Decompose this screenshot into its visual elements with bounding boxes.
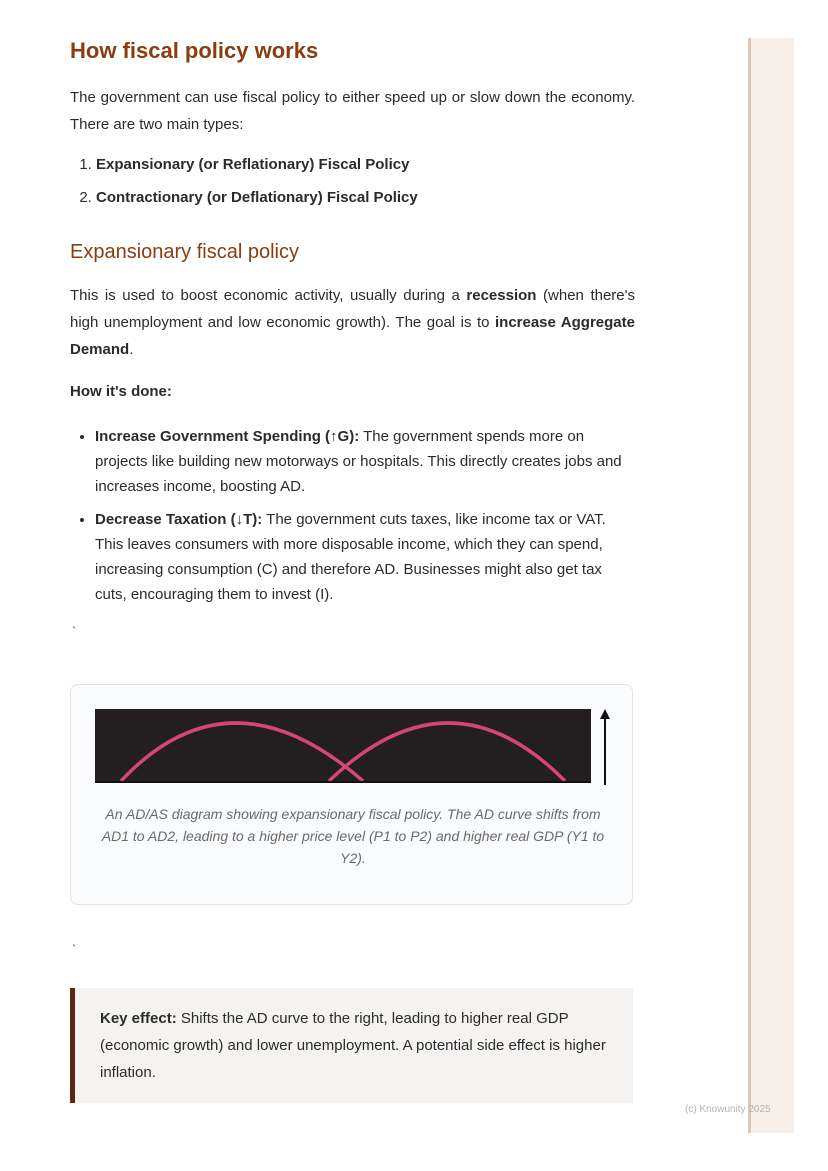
section-title: Expansionary fiscal policy: [70, 241, 299, 263]
page-title: How fiscal policy works: [70, 38, 319, 63]
text-run: This is used to boost economic activity, usually during a: [70, 287, 467, 304]
page-margin-strip: [748, 38, 794, 1133]
figure-caption: An AD/AS diagram showing expansionary fiscal policy. The AD curve shifts from AD1 to AD2, leading to a higher price level (P1 to P2) and higher real GDP (Y1 to Y2).: [101, 806, 605, 866]
text-run: .: [129, 341, 134, 358]
stray-mark: `: [72, 942, 77, 957]
methods-list: [70, 424, 635, 615]
figure-card: [70, 684, 633, 905]
bullet-text: The government cuts taxes, like income tax or VAT. This leaves consumers with more disposable income, which they can spend, increasing consumption (C) and therefore AD. Businesses might also get tax cuts, encouraging them to invest (I).: [95, 511, 606, 603]
howto-heading: How it's done:: [70, 383, 172, 400]
bold-recession: recession: [466, 287, 537, 304]
key-effect-text: [100, 1005, 620, 1086]
intro-paragraph: The government can use fiscal policy to either speed up or slow down the economy. There are two main types:: [70, 89, 635, 133]
bullet-title: Increase Government Spending (↑G):: [95, 428, 360, 445]
bullet-title: Decrease Taxation (↓T):: [95, 511, 263, 528]
list-item: [95, 424, 635, 499]
bullet-text: The government spends more on projects like building new motorways or hospitals. This directly creates jobs and increases income, boosting AD.: [95, 428, 622, 495]
list-item: 2. Contractionary (or Deflationary) Fiscal Policy: [96, 188, 418, 208]
section-paragraph: [70, 282, 635, 363]
bold-increase-ad: increase Aggregate Demand: [70, 314, 635, 358]
axis-arrowhead: [600, 709, 610, 719]
copyright-notice: (c) Knowunity 2025: [685, 1104, 771, 1115]
list-item: 1. Expansionary (or Reflationary) Fiscal Policy: [96, 155, 418, 175]
key-effect-callout: [70, 988, 633, 1103]
diagram-background: [95, 709, 591, 783]
list-item: [95, 507, 635, 607]
policy-types-list: [70, 155, 418, 221]
text-run: (when there's high unemployment and low economic growth). The goal is to: [70, 287, 635, 331]
ad-as-diagram: [95, 705, 615, 787]
key-effect-label: Key effect:: [100, 1010, 177, 1027]
stray-mark: `: [72, 624, 77, 639]
key-effect-body: Shifts the AD curve to the right, leading to higher real GDP (economic growth) and lower unemployment. A potential side effect is higher inflation.: [100, 1010, 606, 1081]
